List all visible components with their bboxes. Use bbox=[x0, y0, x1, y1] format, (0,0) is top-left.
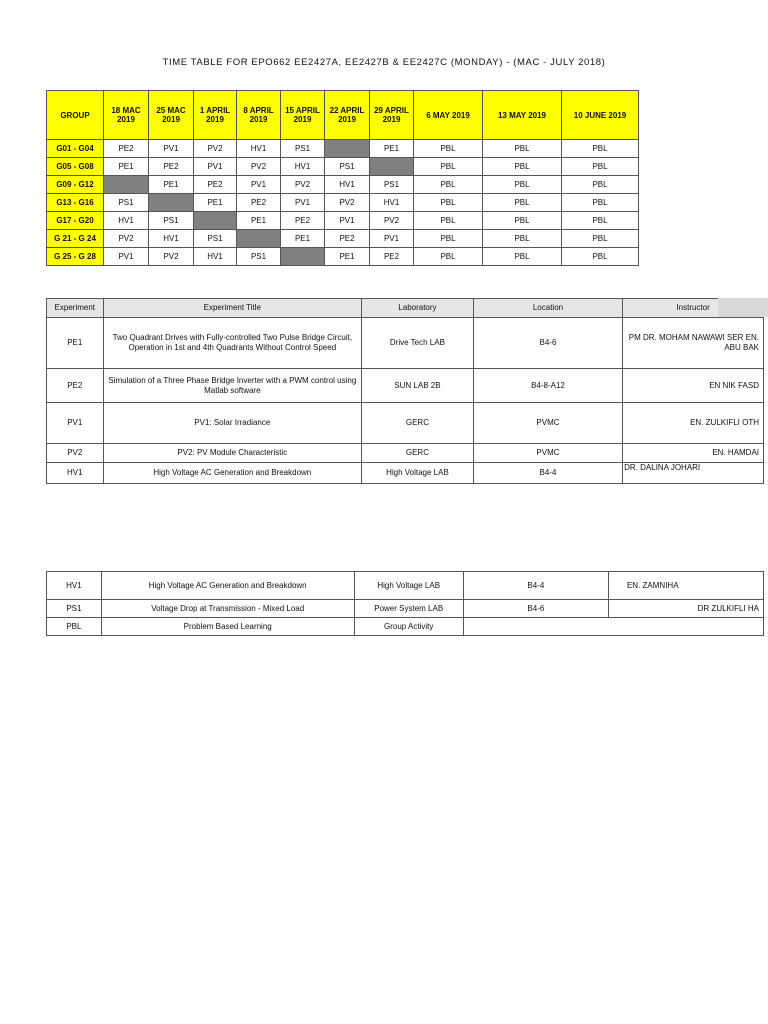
location-cell: B4-6 bbox=[463, 600, 608, 618]
schedule-table bbox=[46, 90, 639, 266]
blocked-cell bbox=[281, 248, 325, 266]
code-cell: PE2 bbox=[47, 369, 104, 403]
header-instructor: Instructor bbox=[623, 299, 764, 318]
blocked-cell bbox=[237, 230, 281, 248]
location-cell: B4-4 bbox=[463, 572, 608, 600]
table-row bbox=[47, 176, 639, 194]
header-date: 13 MAY 2019 bbox=[483, 91, 562, 140]
page-title: TIME TABLE FOR EPO662 EE2427A, EE2427B & EE2427C (MONDAY) - (MAC - JULY 2018) bbox=[162, 57, 606, 68]
blocked-cell bbox=[325, 140, 370, 158]
instructor-cell: EN NIK FASD bbox=[623, 369, 764, 403]
title-cell: PV2: PV Module Characteristic bbox=[103, 444, 361, 463]
schedule-cell: PBL bbox=[414, 194, 483, 212]
location-cell: B4-4 bbox=[473, 463, 622, 484]
schedule-cell: PS1 bbox=[104, 194, 149, 212]
schedule-cell: PV2 bbox=[194, 140, 237, 158]
schedule-cell: PV1 bbox=[370, 230, 414, 248]
header-title: Experiment Title bbox=[103, 299, 361, 318]
schedule-cell: HV1 bbox=[370, 194, 414, 212]
instructor-cell: EN. HAMDAI bbox=[623, 444, 764, 463]
header-date: 25 MAC 2019 bbox=[149, 91, 194, 140]
code-cell: PS1 bbox=[47, 600, 102, 618]
table-row bbox=[47, 618, 764, 636]
table-row bbox=[47, 572, 764, 600]
schedule-cell: PBL bbox=[562, 140, 639, 158]
table-row bbox=[47, 194, 639, 212]
header-date: 18 MAC 2019 bbox=[104, 91, 149, 140]
location-cell: PVMC bbox=[473, 403, 622, 444]
schedule-cell: PV1 bbox=[237, 176, 281, 194]
table-row bbox=[47, 158, 639, 176]
table-row bbox=[47, 403, 764, 444]
experiment-header-row bbox=[47, 299, 764, 318]
empty-cell bbox=[463, 618, 763, 636]
title-cell: PV1: Solar Irradiance bbox=[103, 403, 361, 444]
schedule-cell: PBL bbox=[483, 230, 562, 248]
schedule-cell: PBL bbox=[483, 158, 562, 176]
schedule-cell: PE2 bbox=[104, 140, 149, 158]
schedule-cell: PBL bbox=[562, 158, 639, 176]
schedule-cell: PV2 bbox=[281, 176, 325, 194]
schedule-cell: PBL bbox=[483, 140, 562, 158]
schedule-cell: PV1 bbox=[325, 212, 370, 230]
header-laboratory: Laboratory bbox=[362, 299, 474, 318]
schedule-cell: HV1 bbox=[104, 212, 149, 230]
experiment-table-bottom bbox=[46, 580, 759, 648]
schedule-cell: PE2 bbox=[281, 212, 325, 230]
schedule-cell: PBL bbox=[414, 140, 483, 158]
schedule-cell: PBL bbox=[483, 176, 562, 194]
schedule-cell: PBL bbox=[414, 248, 483, 266]
schedule-cell: PS1 bbox=[370, 176, 414, 194]
header-experiment: Experiment bbox=[47, 299, 104, 318]
group-cell: G01 - G04 bbox=[47, 140, 104, 158]
schedule-cell: PV2 bbox=[370, 212, 414, 230]
schedule-cell: PBL bbox=[414, 212, 483, 230]
location-cell: B4-8-A12 bbox=[473, 369, 622, 403]
title-cell: Voltage Drop at Transmission - Mixed Load bbox=[101, 600, 354, 618]
header-location: Location bbox=[473, 299, 622, 318]
schedule-cell: PV1 bbox=[281, 194, 325, 212]
schedule-cell: PV2 bbox=[237, 158, 281, 176]
header-date: 15 APRIL 2019 bbox=[281, 91, 325, 140]
lab-cell: SUN LAB 2B bbox=[362, 369, 474, 403]
schedule-cell: PS1 bbox=[325, 158, 370, 176]
schedule-cell: PE1 bbox=[149, 176, 194, 194]
schedule-cell: PE2 bbox=[237, 194, 281, 212]
schedule-cell: HV1 bbox=[281, 158, 325, 176]
experiment-table-top bbox=[46, 298, 759, 480]
table-row bbox=[47, 230, 639, 248]
schedule-cell: HV1 bbox=[237, 140, 281, 158]
schedule-cell: PBL bbox=[414, 230, 483, 248]
schedule-cell: PV1 bbox=[104, 248, 149, 266]
title-cell: Problem Based Learning bbox=[101, 618, 354, 636]
schedule-cell: PV1 bbox=[149, 140, 194, 158]
title-cell: High Voltage AC Generation and Breakdown bbox=[103, 463, 361, 484]
schedule-cell: PS1 bbox=[194, 230, 237, 248]
schedule-cell: HV1 bbox=[194, 248, 237, 266]
schedule-cell: PE1 bbox=[370, 140, 414, 158]
lab-cell: High Voltage LAB bbox=[362, 463, 474, 484]
title-cell: High Voltage AC Generation and Breakdown bbox=[101, 572, 354, 600]
schedule-cell: PBL bbox=[483, 212, 562, 230]
blocked-cell bbox=[149, 194, 194, 212]
table-row bbox=[47, 444, 764, 463]
code-cell: PE1 bbox=[47, 318, 104, 369]
group-cell: G17 - G20 bbox=[47, 212, 104, 230]
schedule-cell: HV1 bbox=[149, 230, 194, 248]
schedule-cell: PE2 bbox=[194, 176, 237, 194]
instructor-cell: DR ZULKIFLI HA bbox=[608, 600, 763, 618]
location-cell: PVMC bbox=[473, 444, 622, 463]
schedule-cell: PE1 bbox=[281, 230, 325, 248]
schedule-cell: PE2 bbox=[149, 158, 194, 176]
instructor-cell: EN. ZULKIFLI OTH bbox=[623, 403, 764, 444]
lab-cell: GERC bbox=[362, 403, 474, 444]
schedule-cell: PE1 bbox=[325, 248, 370, 266]
group-cell: G09 - G12 bbox=[47, 176, 104, 194]
group-cell: G 21 - G 24 bbox=[47, 230, 104, 248]
title-cell: Two Quadrant Drives with Fully-controlled Two Pulse Bridge Circuit, Operation in 1st and 4th Quadrants Without Control Speed bbox=[103, 318, 361, 369]
header-date: 22 APRIL 2019 bbox=[325, 91, 370, 140]
code-cell: PBL bbox=[47, 618, 102, 636]
schedule-cell: PBL bbox=[562, 176, 639, 194]
schedule-cell: PS1 bbox=[237, 248, 281, 266]
header-group: GROUP bbox=[47, 91, 104, 140]
schedule-cell: PS1 bbox=[281, 140, 325, 158]
schedule-cell: PV2 bbox=[149, 248, 194, 266]
lab-cell: High Voltage LAB bbox=[354, 572, 463, 600]
schedule-cell: HV1 bbox=[325, 176, 370, 194]
schedule-cell: PE2 bbox=[325, 230, 370, 248]
group-cell: G05 - G08 bbox=[47, 158, 104, 176]
table-row bbox=[47, 600, 764, 618]
schedule-header-row bbox=[47, 91, 639, 140]
code-cell: PV1 bbox=[47, 403, 104, 444]
schedule-cell: PBL bbox=[562, 194, 639, 212]
group-cell: G 25 - G 28 bbox=[47, 248, 104, 266]
schedule-cell: PS1 bbox=[149, 212, 194, 230]
schedule-cell: PBL bbox=[562, 230, 639, 248]
table-row bbox=[47, 369, 764, 403]
scroll-stub bbox=[718, 298, 768, 317]
schedule-cell: PBL bbox=[562, 248, 639, 266]
table-row bbox=[47, 140, 639, 158]
schedule-cell: PV2 bbox=[325, 194, 370, 212]
lab-cell: Group Activity bbox=[354, 618, 463, 636]
table-row bbox=[47, 212, 639, 230]
schedule-cell: PBL bbox=[483, 248, 562, 266]
instructor-cell: PM DR. MOHAM NAWAWI SER EN. ABU BAK bbox=[623, 318, 764, 369]
header-date: 8 APRIL 2019 bbox=[237, 91, 281, 140]
header-date: 10 JUNE 2019 bbox=[562, 91, 639, 140]
schedule-cell: PBL bbox=[562, 212, 639, 230]
title-cell: Simulation of a Three Phase Bridge Inverter with a PWM control using Matlab software bbox=[103, 369, 361, 403]
table-row bbox=[47, 318, 764, 369]
schedule-cell: PE1 bbox=[104, 158, 149, 176]
table-row bbox=[47, 248, 639, 266]
code-cell: PV2 bbox=[47, 444, 104, 463]
table-row bbox=[47, 463, 764, 484]
blocked-cell bbox=[104, 176, 149, 194]
code-cell: HV1 bbox=[47, 463, 104, 484]
lab-cell: Power System LAB bbox=[354, 600, 463, 618]
header-date: 29 APRIL 2019 bbox=[370, 91, 414, 140]
schedule-cell: PE2 bbox=[370, 248, 414, 266]
schedule-cell: PV1 bbox=[194, 158, 237, 176]
schedule-cell: PBL bbox=[483, 194, 562, 212]
schedule-cell: PBL bbox=[414, 176, 483, 194]
header-date: 1 APRIL 2019 bbox=[194, 91, 237, 140]
lab-cell: Drive Tech LAB bbox=[362, 318, 474, 369]
schedule-cell: PE1 bbox=[237, 212, 281, 230]
location-cell: B4-6 bbox=[473, 318, 622, 369]
blocked-cell bbox=[194, 212, 237, 230]
blocked-cell bbox=[370, 158, 414, 176]
group-cell: G13 - G16 bbox=[47, 194, 104, 212]
schedule-cell: PBL bbox=[414, 158, 483, 176]
code-cell: HV1 bbox=[47, 572, 102, 600]
lab-cell: GERC bbox=[362, 444, 474, 463]
schedule-cell: PE1 bbox=[194, 194, 237, 212]
schedule-cell: PV2 bbox=[104, 230, 149, 248]
instructor-cell: DR. DALINA JOHARI bbox=[623, 463, 764, 484]
header-date: 6 MAY 2019 bbox=[414, 91, 483, 140]
instructor-cell: EN. ZAMNIHA bbox=[608, 572, 763, 600]
